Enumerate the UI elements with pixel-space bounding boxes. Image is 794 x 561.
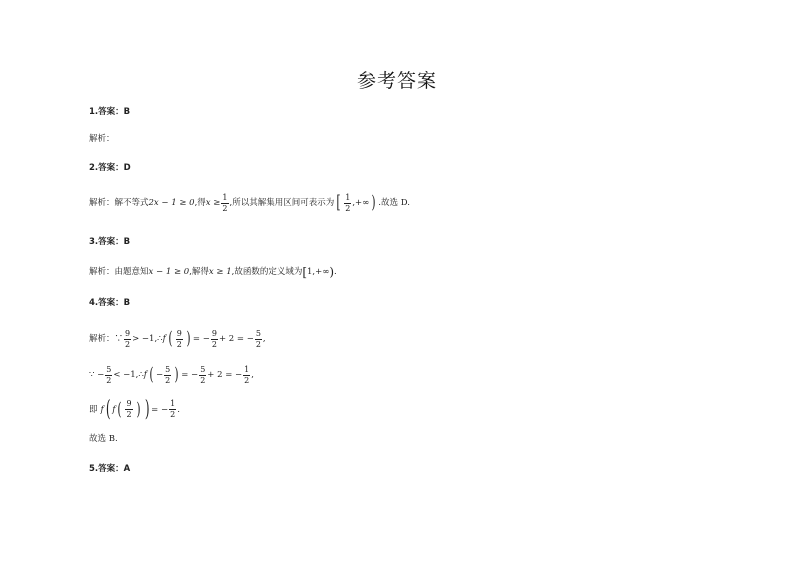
frac-numerator: 9 xyxy=(125,329,131,338)
period: . xyxy=(177,404,180,415)
left-bracket: [ xyxy=(336,192,341,214)
q4-line-2: ∵ − $\frac{5}{2}$ < −1,∴ f ( − $\frac{5}{2}$ ) = − $\frac{5}{2}$ + 2 = − $\frac{1}{2}$ , xyxy=(89,364,254,386)
frac-numerator: 1 xyxy=(222,193,228,202)
q3-end: . xyxy=(334,266,337,277)
frac-denominator: 2 xyxy=(106,376,112,385)
frac-numerator: 9 xyxy=(126,399,132,409)
fraction-5-2 xyxy=(164,366,171,385)
right-paren-outer: ) xyxy=(144,397,150,422)
q2-prefix: 解析：解不等式 xyxy=(89,198,149,209)
left-paren: ( xyxy=(117,398,123,420)
frac-denominator: 2 xyxy=(244,376,250,385)
frac-numerator: 1 xyxy=(244,365,250,374)
q2-interval-half xyxy=(344,194,351,213)
frac-denominator: 2 xyxy=(165,376,171,385)
q3-answer: 3.答案：B xyxy=(89,237,131,247)
fraction-9-2 xyxy=(125,400,132,419)
frac-numerator: 5 xyxy=(255,329,261,338)
right-paren: ) xyxy=(174,364,179,386)
q3-prefix: 解析：由题意知 xyxy=(89,266,149,277)
q3-interval: 1,+∞ xyxy=(307,266,330,277)
right-paren: ) xyxy=(329,265,335,279)
q3-solution: x ≥ 1 xyxy=(208,266,232,277)
q2-x-ge: x ≥ xyxy=(205,198,221,209)
q2-inequality: 2x − 1 ≥ 0 xyxy=(148,198,195,209)
left-paren: ( xyxy=(149,364,154,386)
fraction-9-2 xyxy=(211,330,218,349)
q2-mid1: ,得 xyxy=(194,198,206,209)
q2-answer: 2.答案：D xyxy=(89,163,131,173)
frac-numerator: 9 xyxy=(176,329,182,338)
fraction-5-2 xyxy=(255,330,262,349)
lt-minus-one: < −1,∴ xyxy=(113,370,144,381)
q2-fraction-half xyxy=(221,194,228,213)
frac-numerator: 5 xyxy=(106,365,112,374)
q1-analysis: 解析： xyxy=(89,134,115,144)
q5-answer: 5.答案：A xyxy=(89,464,131,474)
equals-minus: = − xyxy=(181,370,199,381)
frac-numerator: 5 xyxy=(200,365,206,374)
frac-denominator: 2 xyxy=(126,410,132,420)
fraction-9-2 xyxy=(176,330,183,349)
q2-analysis xyxy=(89,194,410,213)
fraction-5-2 xyxy=(105,366,112,385)
q4-line-1 xyxy=(89,330,266,349)
comma: , xyxy=(251,370,254,381)
frac-numerator: 1 xyxy=(170,399,176,409)
left-paren: ( xyxy=(168,328,173,350)
right-paren: ) xyxy=(135,398,141,420)
frac-numerator: 5 xyxy=(165,365,171,374)
frac-denominator: 2 xyxy=(170,410,176,420)
right-paren: ) xyxy=(186,328,191,350)
equals-minus: = − xyxy=(151,404,169,415)
q4-line-3 xyxy=(89,397,180,422)
left-bracket: [ xyxy=(302,265,308,279)
fraction-9-2 xyxy=(124,330,131,349)
q3-inequality: x − 1 ≥ 0 xyxy=(148,266,190,277)
because-minus: ∵ − xyxy=(89,370,105,381)
fraction-5-2 xyxy=(199,366,206,385)
q2-end: .故选 D. xyxy=(378,198,410,209)
frac-denominator: 2 xyxy=(200,376,206,385)
frac-numerator: 1 xyxy=(345,193,351,202)
func-f: f xyxy=(100,404,104,415)
q3-mid: ,解得 xyxy=(189,266,209,277)
func-f: f xyxy=(162,334,166,345)
q4-answer: 4.答案：B xyxy=(89,298,131,308)
func-f: f xyxy=(143,370,147,381)
frac-denominator: 2 xyxy=(125,340,131,349)
therefore-prefix: 即 xyxy=(89,404,98,415)
q3-analysis xyxy=(89,266,337,278)
frac-denominator: 2 xyxy=(222,204,228,213)
q3-mid2: ,故函数的定义域为 xyxy=(231,266,303,277)
frac-denominator: 2 xyxy=(211,340,217,349)
because-prefix: 解析：∵ xyxy=(89,334,124,345)
right-paren: ) xyxy=(371,192,376,214)
page-title: 参考答案 xyxy=(356,70,437,92)
q2-interval-tail: ,+∞ xyxy=(352,198,370,209)
frac-numerator: 9 xyxy=(211,329,217,338)
frac-denominator: 2 xyxy=(176,340,182,349)
q2-mid2: ,所以其解集用区间可表示为 xyxy=(229,198,335,209)
gt-minus-one: > −1,∴ xyxy=(132,334,163,345)
q1-answer: 1.答案：B xyxy=(89,107,131,117)
q4-conclusion: 故选 B. xyxy=(89,434,118,444)
func-f-inner: f xyxy=(112,404,116,415)
equals-minus: = − xyxy=(192,334,210,345)
plus-two-equals-minus: + 2 = − xyxy=(207,370,243,381)
frac-denominator: 2 xyxy=(255,340,261,349)
frac-denominator: 2 xyxy=(345,204,351,213)
comma: , xyxy=(262,334,266,345)
left-paren-outer: ( xyxy=(105,397,111,422)
fraction-1-2 xyxy=(169,400,176,419)
plus-two-equals-minus: + 2 = − xyxy=(218,334,254,345)
fraction-1-2 xyxy=(243,366,250,385)
